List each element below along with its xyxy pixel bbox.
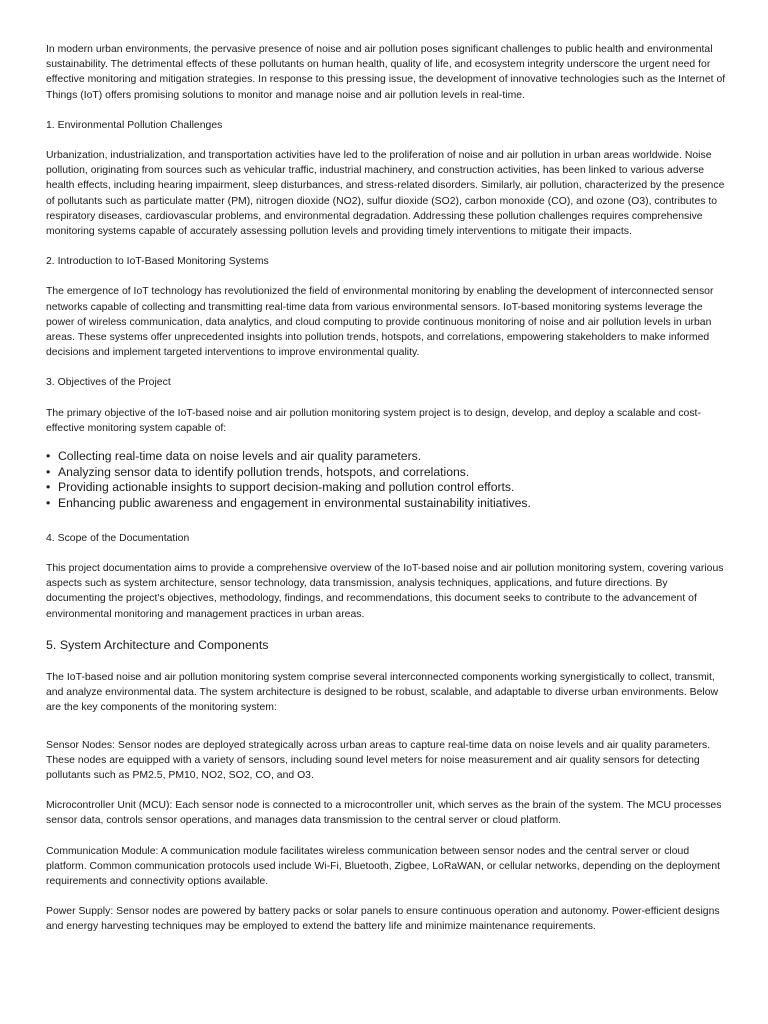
section-1-body: Urbanization, industrialization, and transportation activities have led to the proliferation of noise and air pollution in urban areas worldwide. Noise pollution, originating from sources such as vehicular traffic, industrial machinery, and construction activities, has been linked to various adverse health effects, including hearing impairment, sleep disturbances, and stress-related disorders. Similarly, air pollution, characterized by the presence of pollutants such as particulate matter (PM), nitrogen dioxide (NO2), sulfur dioxide (SO2), carbon monoxide (CO), and ozone (O3), contributes to respiratory diseases, cardiovascular problems, and environmental degradation. Addressing these pollution challenges requires comprehensive monitoring systems capable of accurately assessing pollution levels and providing timely interventions to mitigate their impacts. <box>46 150 725 238</box>
list-item <box>46 496 730 512</box>
bullet-icon: • <box>46 496 51 511</box>
bullet-icon: • <box>46 480 51 495</box>
section-2-body: The emergence of IoT technology has revolutionized the field of environmental monitoring by enabling the development of interconnected sensor networks capable of collecting and transmitting real-time data from various environmental sensors. IoT-based monitoring systems leverage the power of wireless communication, data analytics, and cloud computing to provide continuous monitoring of noise and air pollution levels in urban areas. These systems offer unprecedented insights into pollution trends, hotspots, and correlations, empowering stakeholders to make informed decisions and implement targeted interventions to improve environmental quality. <box>46 286 714 359</box>
section-3-heading: 3. Objectives of the Project <box>46 377 171 389</box>
component-communication-module: Communication Module: A communication module facilitates wireless communication between sensor nodes and the central server or cloud platform. Common communication protocols used include Wi-Fi, Bluetooth, Zigbee, LoRaWAN, or cellular networks, depending on the deployment requirements and connectivity options available. <box>46 845 721 887</box>
intro-paragraph: In modern urban environments, the pervasive presence of noise and air pollution poses significant challenges to public health and environmental sustainability. The detrimental effects of these pollutants on human health, quality of life, and ecosystem integrity underscore the urgent need for effective monitoring and mitigation strategies. In response to this pressing issue, the development of innovative technologies such as the Internet of Things (IoT) offers promising solutions to monitor and manage noise and air pollution levels in real-time. <box>46 44 726 101</box>
list-item <box>46 480 730 496</box>
bullet-icon: • <box>46 449 51 464</box>
document-page <box>46 42 730 950</box>
section-4-heading: 4. Scope of the Documentation <box>46 532 190 544</box>
objectives-list <box>46 449 730 512</box>
section-4-body: This project documentation aims to provide a comprehensive overview of the IoT-based noise and air pollution monitoring system, covering various aspects such as system architecture, sensor technology, data transmission, analysis techniques, applications, and future directions. By documenting the project's objectives, methodology, findings, and recommendations, this document seeks to contribute to the advancement of environmental monitoring and management practices in urban areas. <box>46 563 724 620</box>
section-1-heading: 1. Environmental Pollution Challenges <box>46 119 223 131</box>
component-power-supply: Power Supply: Sensor nodes are powered by battery packs or solar panels to ensure continuous operation and autonomy. Power-efficient designs and energy harvesting techniques may be employed to extend the battery life and minimize maintenance requirements. <box>46 906 720 933</box>
section-2-heading: 2. Introduction to IoT-Based Monitoring Systems <box>46 256 269 268</box>
list-item <box>46 464 730 481</box>
component-sensor-nodes: Sensor Nodes: Sensor nodes are deployed strategically across urban areas to capture real-time data on noise levels and air quality parameters. These nodes are equipped with a variety of sensors, including sound level meters for noise measurement and air quality sensors for detecting pollutants such as PM2.5, PM10, NO2, SO2, CO, and O3. <box>46 739 711 781</box>
component-microcontroller-unit: Microcontroller Unit (MCU): Each sensor node is connected to a microcontroller unit, which serves as the brain of the system. The MCU processes sensor data, controls sensor operations, and manages data transmission to the central server or cloud platform. <box>46 800 722 827</box>
list-item-text: Collecting real-time data on noise levels and air quality parameters. <box>58 449 422 464</box>
list-item <box>46 449 730 465</box>
list-item-text: Enhancing public awareness and engagement in environmental sustainability initiatives. <box>58 496 531 511</box>
list-item-text: Providing actionable insights to support decision-making and pollution control efforts. <box>58 480 515 495</box>
bullet-icon: • <box>46 464 51 479</box>
section-5-heading: 5. System Architecture and Components <box>46 637 269 652</box>
section-5-body: The IoT-based noise and air pollution monitoring system comprise several interconnected components working synergistically to collect, transmit, and analyze environmental data. The system architecture is designed to be robust, scalable, and adaptable to diverse urban environments. Below are the key components of the monitoring system: <box>46 671 719 714</box>
section-3-body: The primary objective of the IoT-based noise and air pollution monitoring system project is to design, develop, and deploy a scalable and cost-effective monitoring system capable of: <box>46 407 701 434</box>
list-item-text: Analyzing sensor data to identify pollution trends, hotspots, and correlations. <box>58 464 470 479</box>
